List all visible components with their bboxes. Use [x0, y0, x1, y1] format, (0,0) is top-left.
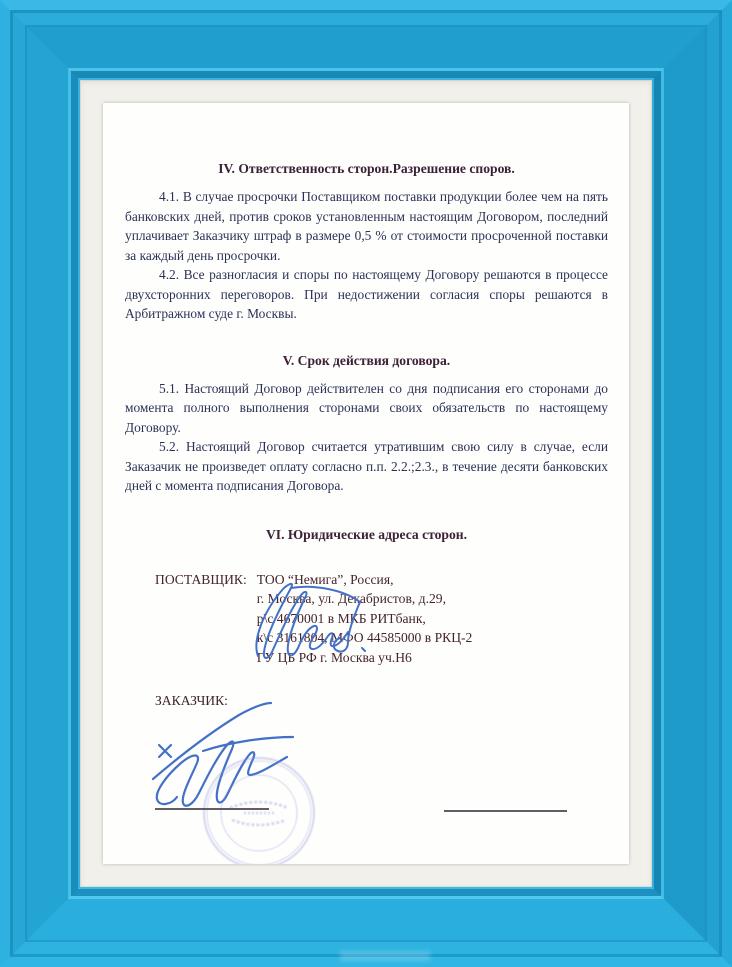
frame-groove-2 — [25, 25, 707, 942]
frame-groove-1 — [10, 10, 722, 957]
frame-inner-step — [71, 71, 661, 896]
watermark-smudge — [340, 951, 430, 961]
paragraph-4-1: 4.1. В случае просрочки Поставщиком поставки продукции более чем на пять банковских дней, против сроков установленным настоящим Договором, последний уплачивает Заказчику штраф в размере 0,5 % от стоимости просроченной поставки за каждый день просрочки. — [125, 189, 608, 263]
supplier-label: ПОСТАВЩИК: — [155, 571, 247, 587]
supplier-signature-line — [155, 808, 269, 810]
section-title-responsibility: IV. Ответственность сторон.Разрешение споров. — [218, 161, 515, 176]
frame-band — [13, 13, 719, 954]
supplier-address-line: ТОО “Немига”, Россия, — [256, 571, 394, 587]
frame-main-slope — [27, 27, 705, 940]
customer-signature-line — [444, 810, 567, 812]
frame-highlight-ridge — [68, 68, 664, 899]
supplier-address-line: г. Москва, ул. Декабристов, д.29, — [256, 591, 446, 606]
supplier-address-line: ГУ ЦБ РФ г. Москва уч.Н6 — [256, 649, 412, 665]
frame-mat — [80, 80, 652, 887]
supplier-address-line: к\с 3161804, МФО 44585000 в РКЦ-2 — [256, 630, 473, 645]
customer-signature — [244, 580, 378, 670]
supplier-block — [155, 570, 608, 668]
section-title-addresses: VI. Юридические адреса сторон. — [265, 526, 468, 542]
frame-inner-lip — [78, 78, 654, 889]
paragraph-5-1: 5.1. Настоящий Договор действителен со дня подписания его сторонами до момента полного выполнения сторонами своих обязательств по настоящему Договору. — [125, 380, 608, 435]
contract-page — [103, 103, 629, 864]
paragraph-5-2: 5.2. Настоящий Договор считается утратившим свою силу в случае, если Заказачик не произведет оплату согласно п.п. 2.2.;2.3., в течение десяти банковских дней с момента подписания Договора. — [125, 439, 608, 493]
section-title-duration: V. Срок действия договора. — [282, 352, 451, 368]
paragraph-4-2: 4.2. Все разногласия и споры по настоящему Договору решаются в процессе двухсторонних переговоров. При недостижении согласия споры решаются в Арбитражном суде г. Москвы. — [125, 267, 608, 321]
supplier-address-line: р\с 4670001 в МКБ РИТбанк, — [256, 610, 426, 626]
customer-label: ЗАКАЗЧИК: — [155, 693, 228, 708]
